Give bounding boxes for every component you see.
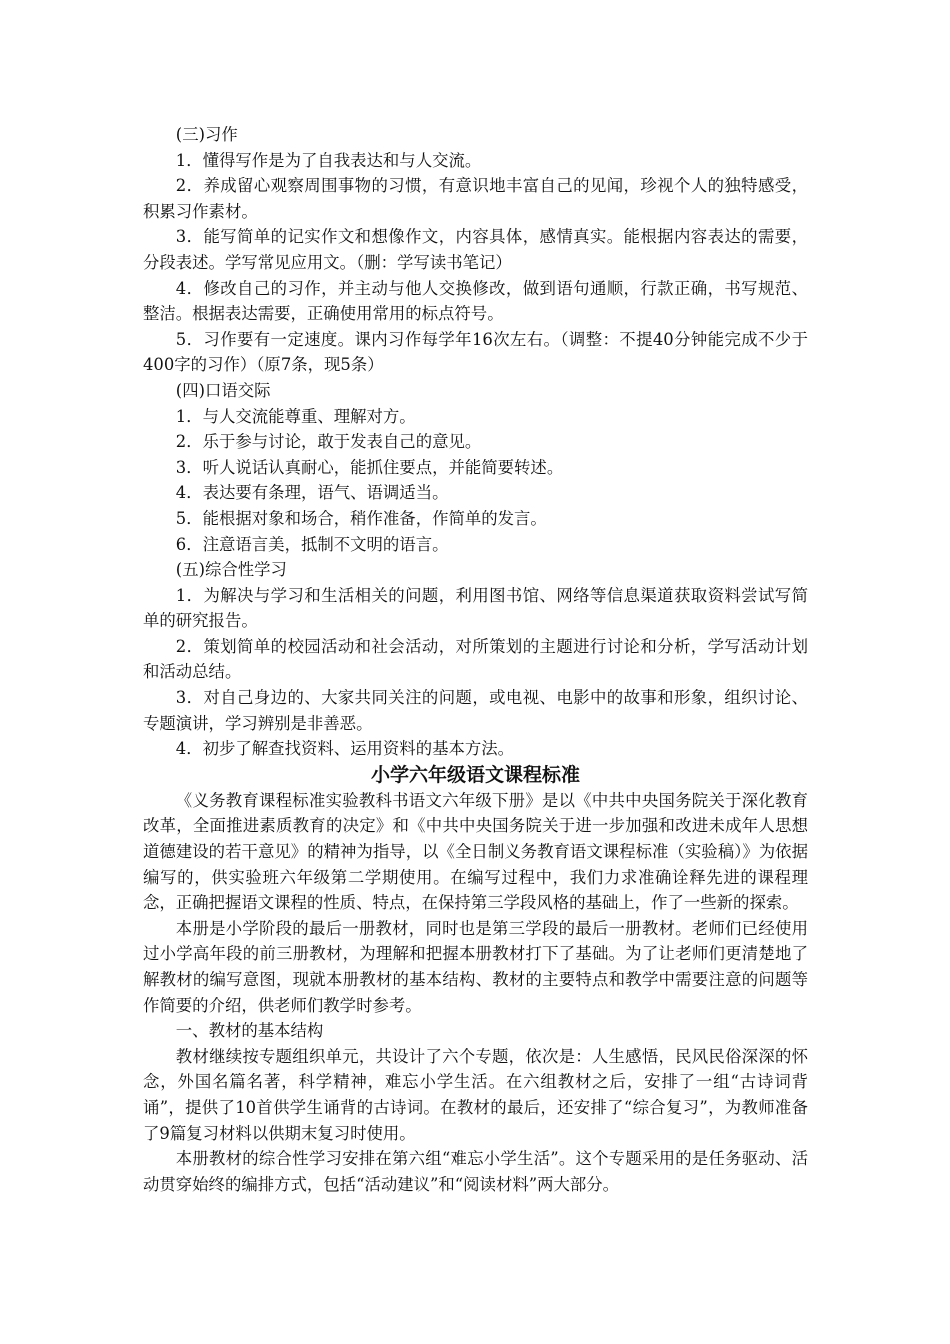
integrated-item: 1．为解决与学习和生活相关的问题，利用图书馆、网络等信息渠道获取资料尝试写简单的研究报告。 xyxy=(143,585,808,631)
oral-item: 1．与人交流能尊重、理解对方。 xyxy=(175,406,416,426)
writing-item: 1．懂得写作是为了自我表达和与人交流。 xyxy=(175,150,482,170)
oral-item: 6．注意语言美，抵制不文明的语言。 xyxy=(175,534,449,554)
intro-paragraph: 《义务教育课程标准实验教科书语文六年级下册》是以《中共中央国务院关于深化教育改革，全面推进素质教育的决定》和《中共中央国务院关于进一步加强和改进未成年人思想道德建设的若干意见》的精神为指导，以《全日制义务教育语文课程标准（实验稿）》为依据编写的，供实验班六年级第二学期使用。在编写过程中，我们力求准确诠释先进的课程理念，正确把握语文课程的性质、特点，在保持第三学段风格的基础上，作了一些新的探索。 xyxy=(143,790,808,913)
oral-item: 5．能根据对象和场合，稍作准备，作简单的发言。 xyxy=(175,508,547,528)
integrated-item: 3．对自己身边的、大家共同关注的问题，或电视、电影中的故事和形象，组织讨论、专题演讲，学习辨别是非善恶。 xyxy=(143,688,808,733)
section-heading-oral: (四)口语交际 xyxy=(175,380,271,400)
intro-paragraph: 本册是小学阶段的最后一册教材，同时也是第三学段的最后一册教材。老师们已经使用过小学高年段的前三册教材，为理解和把握本册教材打下了基础。为了让老师们更清楚地了解教材的编写意图，现就本册教材的基本结构、教材的主要特点和教学中需要注意的问题等作简要的介绍，供老师们教学时参考。 xyxy=(143,918,808,1015)
writing-item: 3．能写简单的记实作文和想像作文，内容具体，感情真实。能根据内容表达的需要，分段表述。学写常见应用文。（删：学写读书笔记） xyxy=(143,227,808,272)
section-heading-integrated: (五)综合性学习 xyxy=(175,560,287,580)
integrated-item: 2．策划简单的校园活动和社会活动，对所策划的主题进行讨论和分析，学写活动计划和活动总结。 xyxy=(143,636,808,682)
oral-item: 4．表达要有条理，语气、语调适当。 xyxy=(175,483,449,503)
structure-paragraph: 教材继续按专题组织单元，共设计了六个专题，依次是：人生感悟，民风民俗深深的怀念，外国名篇名著，科学精神，难忘小学生活。在六组教材之后，安排了一组“古诗词背诵”，提供了10首供学生诵背的古诗词。在教材的最后，还安排了“综合复习”，为教师准备了9篇复习材料以供期末复习时使用。 xyxy=(143,1046,808,1143)
structure-paragraph: 本册教材的综合性学习安排在第六组“难忘小学生活”。这个专题采用的是任务驱动、活动贯穿始终的编排方式，包括“活动建议”和“阅读材料”两大部分。 xyxy=(143,1149,808,1194)
writing-item: 5．习作要有一定速度。课内习作每学年16次左右。（调整：不提40分钟能完成不少于400字的习作）（原7条，现5条） xyxy=(143,329,808,375)
writing-item: 4．修改自己的习作，并主动与他人交换修改，做到语句通顺，行款正确，书写规范、整洁。根据表达需要，正确使用常用的标点符号。 xyxy=(143,278,808,324)
document-page xyxy=(143,122,808,1197)
section-heading-writing: (三)习作 xyxy=(175,125,238,144)
structure-heading: 一、教材的基本结构 xyxy=(175,1021,324,1041)
integrated-item: 4．初步了解查找资料、运用资料的基本方法。 xyxy=(175,739,515,759)
standard-title: 小学六年级语文课程标准 xyxy=(370,763,580,786)
writing-item: 2．养成留心观察周围事物的习惯，有意识地丰富自己的见闻，珍视个人的独特感受，积累习作素材。 xyxy=(143,176,808,221)
oral-item: 2．乐于参与讨论，敢于发表自己的意见。 xyxy=(175,432,482,452)
oral-item: 3．听人说话认真耐心，能抓住要点，并能简要转述。 xyxy=(175,457,564,477)
